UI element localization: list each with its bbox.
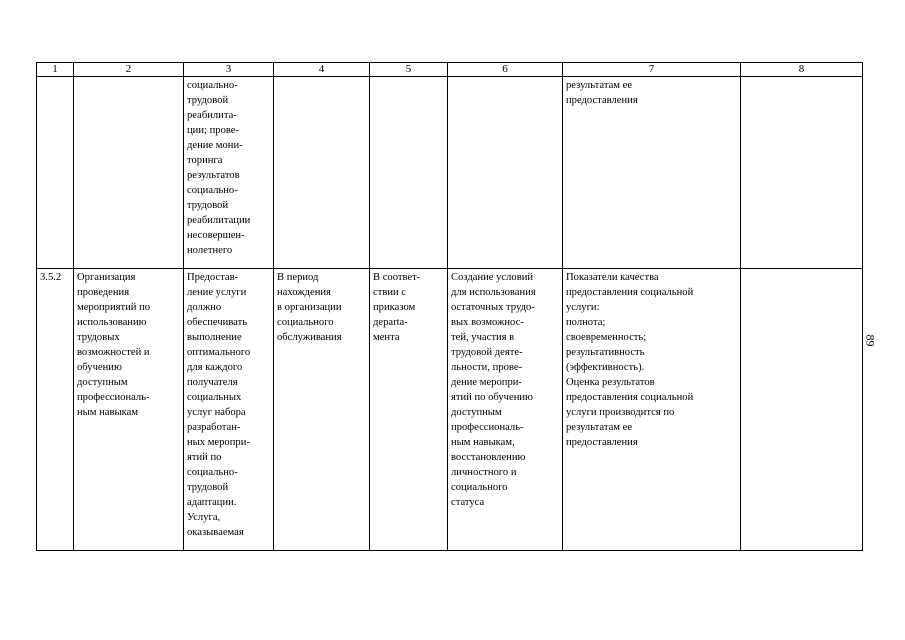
cell-conditions: Создание условий для использования остаточных трудо- вых возможнос- тей, участия в трудовой деяте- льности, прове- дение меропри- ятий по обучению доступным профессиональ- ным навыкам, восстановлению личностного и социального статуса: [448, 269, 563, 551]
cell-norm: В соответ- ствии с приказом деparta- мента: [370, 269, 448, 551]
header-cell: 1: [37, 63, 74, 77]
cell-number: 3.5.2: [37, 269, 74, 551]
cell-other: [741, 77, 863, 269]
header-cell: 5: [370, 63, 448, 77]
header-cell: 7: [563, 63, 741, 77]
header-cell: 6: [448, 63, 563, 77]
cell-term: [274, 77, 370, 269]
cell-description: Предостав- ление услуги должно обеспечивать выполнение оптимального для каждого получателя социальных услуг набора разработан- ных меропри- ятий по социально- трудовой адаптации. Услуга, оказываемая: [184, 269, 274, 551]
header-cell: 2: [74, 63, 184, 77]
cell-term: В период нахождения в организации социального обслуживания: [274, 269, 370, 551]
cell-quality-indicators: результатам ее предоставления: [563, 77, 741, 269]
table-row: [37, 269, 863, 551]
cell-conditions: [448, 77, 563, 269]
cell-service-name: [74, 77, 184, 269]
page-number: 89: [863, 334, 878, 347]
cell-quality-indicators: Показатели качества предоставления социальной услуги: полнота; своевременность; результативность (эффективность). Оценка результатов предоставления социальной услуги производится по результатам ее предоставления: [563, 269, 741, 551]
header-cell: 8: [741, 63, 863, 77]
services-table: [36, 62, 863, 551]
cell-other: [741, 269, 863, 551]
cell-norm: [370, 77, 448, 269]
cell-description: социально- трудовой реабилита- ции; прове- дение мони- торинга результатов социально- трудовой реабилитации несовершен- нолетнего: [184, 77, 274, 269]
table-row: [37, 77, 863, 269]
header-cell: 3: [184, 63, 274, 77]
cell-number: [37, 77, 74, 269]
header-cell: 4: [274, 63, 370, 77]
header-row: [37, 63, 863, 77]
cell-service-name: Организация проведения мероприятий по использованию трудовых возможностей и обучению доступным профессиональ- ным навыкам: [74, 269, 184, 551]
